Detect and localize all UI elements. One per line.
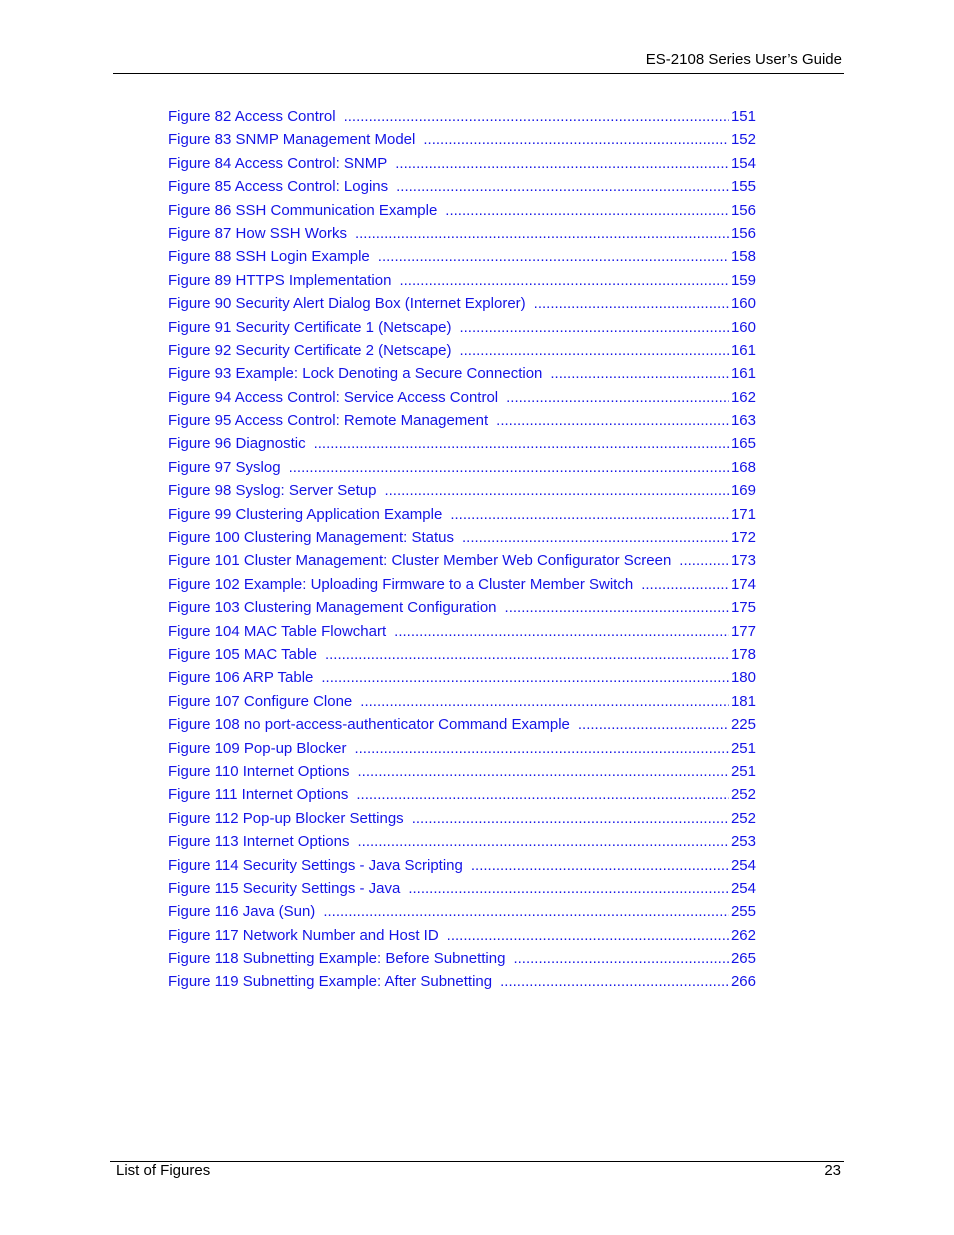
toc-entry[interactable] [168,690,756,713]
toc-entry-page: 251 [730,762,756,780]
toc-entry-page: 253 [730,833,756,851]
toc-entry[interactable] [168,947,756,970]
dot-leader [355,222,729,245]
toc-entry-page: 177 [730,622,756,640]
toc-entry-label: Figure 94 Access Control: Service Access Control [168,388,499,406]
toc-entry[interactable] [168,316,756,339]
dot-leader [360,690,729,713]
dot-leader [358,830,729,853]
toc-entry-label: Figure 88 SSH Login Example [168,248,370,266]
toc-entry-label: Figure 110 Internet Options [168,762,350,780]
toc-entry[interactable] [168,339,756,362]
toc-entry[interactable] [168,479,756,502]
toc-entry[interactable] [168,222,756,245]
toc-entry-label: Figure 89 HTTPS Implementation [168,271,392,289]
dot-leader [500,970,729,993]
toc-entry-page: 251 [730,739,756,757]
toc-entry-page: 152 [730,131,756,149]
toc-entry-label: Figure 111 Internet Options [168,786,349,804]
toc-entry[interactable] [168,760,756,783]
toc-entry-page: 169 [730,482,756,500]
toc-entry-label: Figure 98 Syslog: Server Setup [168,482,377,500]
toc-entry[interactable] [168,409,756,432]
dot-leader [679,549,729,572]
toc-entry-label: Figure 116 Java (Sun) [168,903,316,921]
toc-entry-page: 255 [730,903,756,921]
dot-leader [408,877,729,900]
toc-entry-page: 173 [730,552,756,570]
toc-entry-page: 262 [730,926,756,944]
toc-entry[interactable] [168,128,756,151]
toc-entry[interactable] [168,666,756,689]
dot-leader [445,199,729,222]
footer-section-title: List of Figures [116,1162,211,1179]
dot-leader [394,620,729,643]
toc-entry[interactable] [168,432,756,455]
toc-entry-label: Figure 104 MAC Table Flowchart [168,622,387,640]
toc-entry-label: Figure 92 Security Certificate 2 (Netscape) [168,341,452,359]
toc-entry[interactable] [168,900,756,923]
toc-entry-page: 151 [730,108,756,125]
toc-entry-label: Figure 106 ARP Table [168,669,314,687]
dot-leader [289,456,729,479]
toc-entry[interactable] [168,292,756,315]
toc-entry-label: Figure 113 Internet Options [168,833,350,851]
toc-entry[interactable] [168,386,756,409]
toc-entry-page: 158 [730,248,756,266]
toc-entry-label: Figure 96 Diagnostic [168,435,306,453]
dot-leader [550,362,729,385]
toc-entry-label: Figure 118 Subnetting Example: Before Subnetting [168,950,506,968]
toc-entry-page: 252 [730,809,756,827]
toc-entry[interactable] [168,830,756,853]
toc-entry-page: 265 [730,950,756,968]
dot-leader [356,783,729,806]
toc-entry-page: 181 [730,692,756,710]
toc-entry[interactable] [168,573,756,596]
toc-entry-page: 178 [730,645,756,663]
dot-leader [459,339,729,362]
toc-entry-label: Figure 95 Access Control: Remote Management [168,412,489,430]
toc-entry-page: 225 [730,716,756,734]
dot-leader [321,666,729,689]
toc-entry-label: Figure 105 MAC Table [168,645,317,663]
dot-leader [641,573,729,596]
toc-entry[interactable] [168,737,756,760]
dot-leader [450,503,729,526]
toc-entry[interactable] [168,807,756,830]
toc-entry-page: 159 [730,271,756,289]
toc-entry-page: 156 [730,201,756,219]
dot-leader [412,807,729,830]
toc-entry-page: 252 [730,786,756,804]
header-divider [113,73,844,74]
toc-entry-page: 171 [730,505,756,523]
toc-entry-label: Figure 107 Configure Clone [168,692,353,710]
toc-entry-page: 174 [730,575,756,593]
toc-entry-label: Figure 114 Security Settings - Java Scripting [168,856,463,874]
toc-entry[interactable] [168,970,756,993]
dot-leader [323,900,729,923]
toc-entry-label: Figure 109 Pop-up Blocker [168,739,347,757]
dot-leader [384,479,729,502]
dot-leader [358,760,729,783]
toc-entry[interactable] [168,175,756,198]
toc-entry-page: 155 [730,178,756,196]
dot-leader [314,432,729,455]
toc-entry-label: Figure 83 SNMP Management Model [168,131,416,149]
toc-entry[interactable] [168,854,756,877]
dot-leader [378,245,729,268]
toc-entry-page: 254 [730,856,756,874]
toc-entry[interactable] [168,596,756,619]
toc-entry-label: Figure 100 Clustering Management: Status [168,529,454,547]
dot-leader [325,643,729,666]
toc-entry[interactable] [168,152,756,175]
toc-entry[interactable] [168,269,756,292]
toc-entry-page: 180 [730,669,756,687]
toc-entry[interactable] [168,456,756,479]
footer-divider [110,1161,844,1162]
toc-entry[interactable] [168,549,756,572]
toc-entry[interactable] [168,503,756,526]
toc-entry-label: Figure 112 Pop-up Blocker Settings [168,809,404,827]
toc-entry-label: Figure 102 Example: Uploading Firmware to a Cluster Member Switch [168,575,634,593]
toc-entry-label: Figure 117 Network Number and Host ID [168,926,439,944]
toc-entry-page: 154 [730,154,756,172]
toc-entry-page: 175 [730,599,756,617]
toc-entry[interactable] [168,713,756,736]
toc-entry-label: Figure 90 Security Alert Dialog Box (Internet Explorer) [168,295,526,313]
dot-leader [423,128,729,151]
toc-entry-page: 161 [730,365,756,383]
toc-entry-label: Figure 84 Access Control: SNMP [168,154,388,172]
dot-leader [447,924,729,947]
dot-leader [471,854,729,877]
toc-entry-label: Figure 108 no port-access-authenticator Command Example [168,716,570,734]
dot-leader [506,386,729,409]
dot-leader [396,175,729,198]
dot-leader [399,269,729,292]
dot-leader [459,316,729,339]
toc-entry-label: Figure 115 Security Settings - Java [168,879,401,897]
toc-entry-page: 162 [730,388,756,406]
toc-entry[interactable] [168,620,756,643]
toc-entry-label: Figure 93 Example: Lock Denoting a Secure Connection [168,365,543,383]
dot-leader [534,292,729,315]
toc-entry[interactable] [168,643,756,666]
toc-entry[interactable] [168,924,756,947]
toc-entry[interactable] [168,245,756,268]
toc-entry-label: Figure 119 Subnetting Example: After Subnetting [168,973,493,991]
list-of-figures [168,105,756,994]
toc-entry-page: 160 [730,295,756,313]
toc-entry-page: 165 [730,435,756,453]
toc-entry-label: Figure 101 Cluster Management: Cluster Member Web Configurator Screen [168,552,672,570]
dot-leader [513,947,729,970]
footer-page-number: 23 [824,1162,841,1179]
toc-entry-label: Figure 85 Access Control: Logins [168,178,389,196]
toc-entry[interactable] [168,105,756,128]
dot-leader [354,737,729,760]
toc-entry-label: Figure 91 Security Certificate 1 (Netscape) [168,318,452,336]
dot-leader [344,105,729,128]
toc-entry[interactable] [168,783,756,806]
toc-entry-page: 172 [730,529,756,547]
dot-leader [505,596,729,619]
toc-entry[interactable] [168,199,756,222]
toc-entry-page: 156 [730,224,756,242]
toc-entry-label: Figure 103 Clustering Management Configuration [168,599,497,617]
toc-entry-page: 254 [730,879,756,897]
toc-entry-label: Figure 82 Access Control [168,108,336,125]
toc-entry-label: Figure 99 Clustering Application Example [168,505,443,523]
toc-entry-page: 160 [730,318,756,336]
running-header-title: ES-2108 Series User’s Guide [645,51,842,68]
toc-entry-label: Figure 87 How SSH Works [168,224,347,242]
toc-entry-page: 161 [730,341,756,359]
dot-leader [578,713,729,736]
dot-leader [462,526,729,549]
toc-entry-label: Figure 86 SSH Communication Example [168,201,438,219]
toc-entry-page: 163 [730,412,756,430]
toc-entry[interactable] [168,877,756,900]
toc-entry[interactable] [168,362,756,385]
toc-entry-page: 266 [730,973,756,991]
dot-leader [395,152,729,175]
dot-leader [496,409,729,432]
toc-entry[interactable] [168,526,756,549]
toc-entry-label: Figure 97 Syslog [168,458,281,476]
toc-entry-page: 168 [730,458,756,476]
